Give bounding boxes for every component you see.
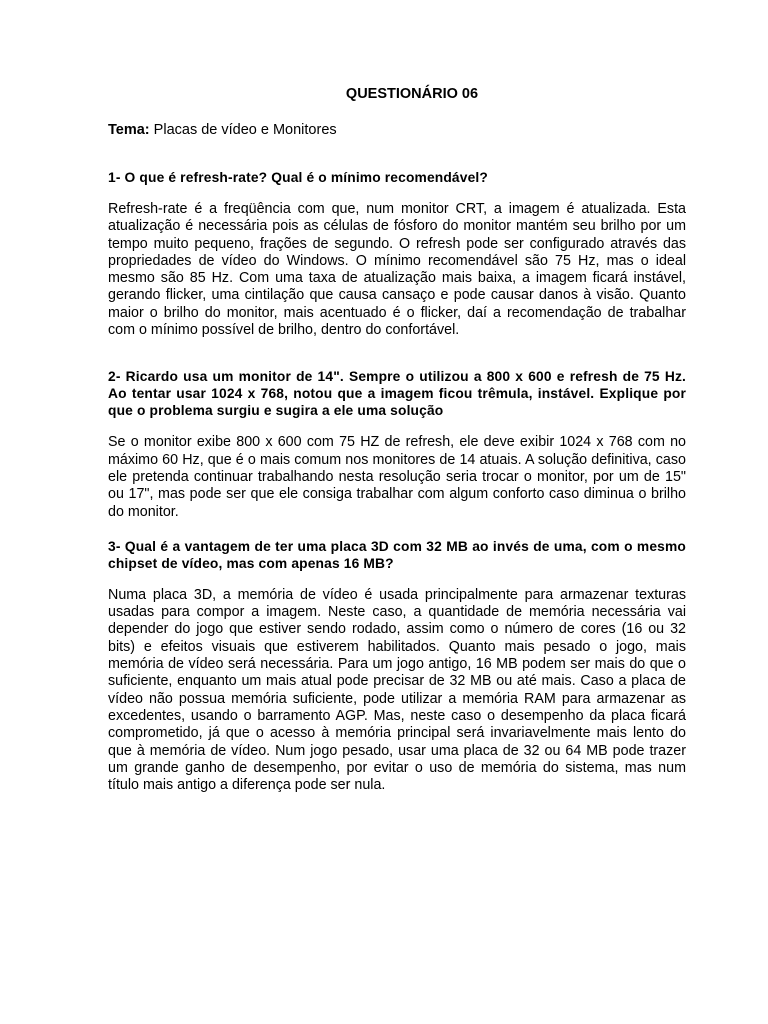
topic-value: Placas de vídeo e Monitores xyxy=(153,122,337,138)
document-title: QUESTIONÁRIO 06 xyxy=(345,86,479,102)
topic-line xyxy=(108,122,686,138)
answer-1: Refresh-rate é a freqüência com que, num monitor CRT, a imagem é atualizada. Esta atualização é necessária pois as células de fósforo do monitor mantém seu brilho por um tempo muito pequeno, frações de segundo. O refresh pode ser configurado através das propriedades de vídeo do Windows. O mínimo recomendável são 75 Hz, mas o ideal mesmo são 85 Hz. Com uma taxa de atualização mais baixa, a imagem ficará instável, gerando flicker, uma cintilação que causa cansaço e pode causar danos à visão. Quanto maior o brilho do monitor, mais acentuado é o flicker, daí a recomendação de trabalhar com o mínimo possível de brilho, dentro do confortável. xyxy=(108,201,686,339)
question-3: 3- Qual é a vantagem de ter uma placa 3D com 32 MB ao invés de uma, com o mesmo chipset de vídeo, mas com apenas 16 MB? xyxy=(108,538,686,571)
question-1: 1- O que é refresh-rate? Qual é o mínimo recomendável? xyxy=(108,170,488,185)
question-2: 2- Ricardo usa um monitor de 14". Sempre o utilizou a 800 x 600 e refresh de 75 Hz. Ao tentar usar 1024 x 768, notou que a imagem ficou trêmula, instável. Explique por que o problema surgiu e sugira a ele uma solução xyxy=(108,369,686,419)
answer-2: Se o monitor exibe 800 x 600 com 75 HZ de refresh, ele deve exibir 1024 x 768 com no máximo 60 Hz, que é o mais comum nos monitores de 14 atuais. A solução definitiva, caso ele pretenda continuar trabalhando nesta resolução seria trocar o monitor, por um de 15" ou 17", mas pode ser que ele consiga trabalhar com algum conforto caso diminua o brilho do monitor. xyxy=(108,434,686,520)
topic-label: Tema: xyxy=(108,122,150,138)
answer-3: Numa placa 3D, a memória de vídeo é usada principalmente para armazenar texturas usadas para compor a imagem. Neste caso, a quantidade de memória necessária vai depender do jogo que estiver sendo rodado, assim como o número de cores (16 ou 32 bits) e efeitos visuais que estiverem habilitados. Quanto mais pesado o jogo, mais memória de vídeo será necessária. Para um jogo antigo, 16 MB podem ser mais do que o suficiente, enquanto um mais atual pode precisar de 32 MB ou até mais. Caso a placa de vídeo não possua memória suficiente, pode utilizar a memória RAM para armazenar as excedentes, usando o barramento AGP. Mas, neste caso o desempenho da placa ficará comprometido, já que o acesso à memória principal será invariavelmente mais lento do que à memória de vídeo. Num jogo pesado, usar uma placa de 32 ou 64 MB pode trazer um grande ganho de desempenho, por evitar o uso de memória do sistema, mas num título mais antigo a diferença pode ser nula. xyxy=(108,586,686,794)
